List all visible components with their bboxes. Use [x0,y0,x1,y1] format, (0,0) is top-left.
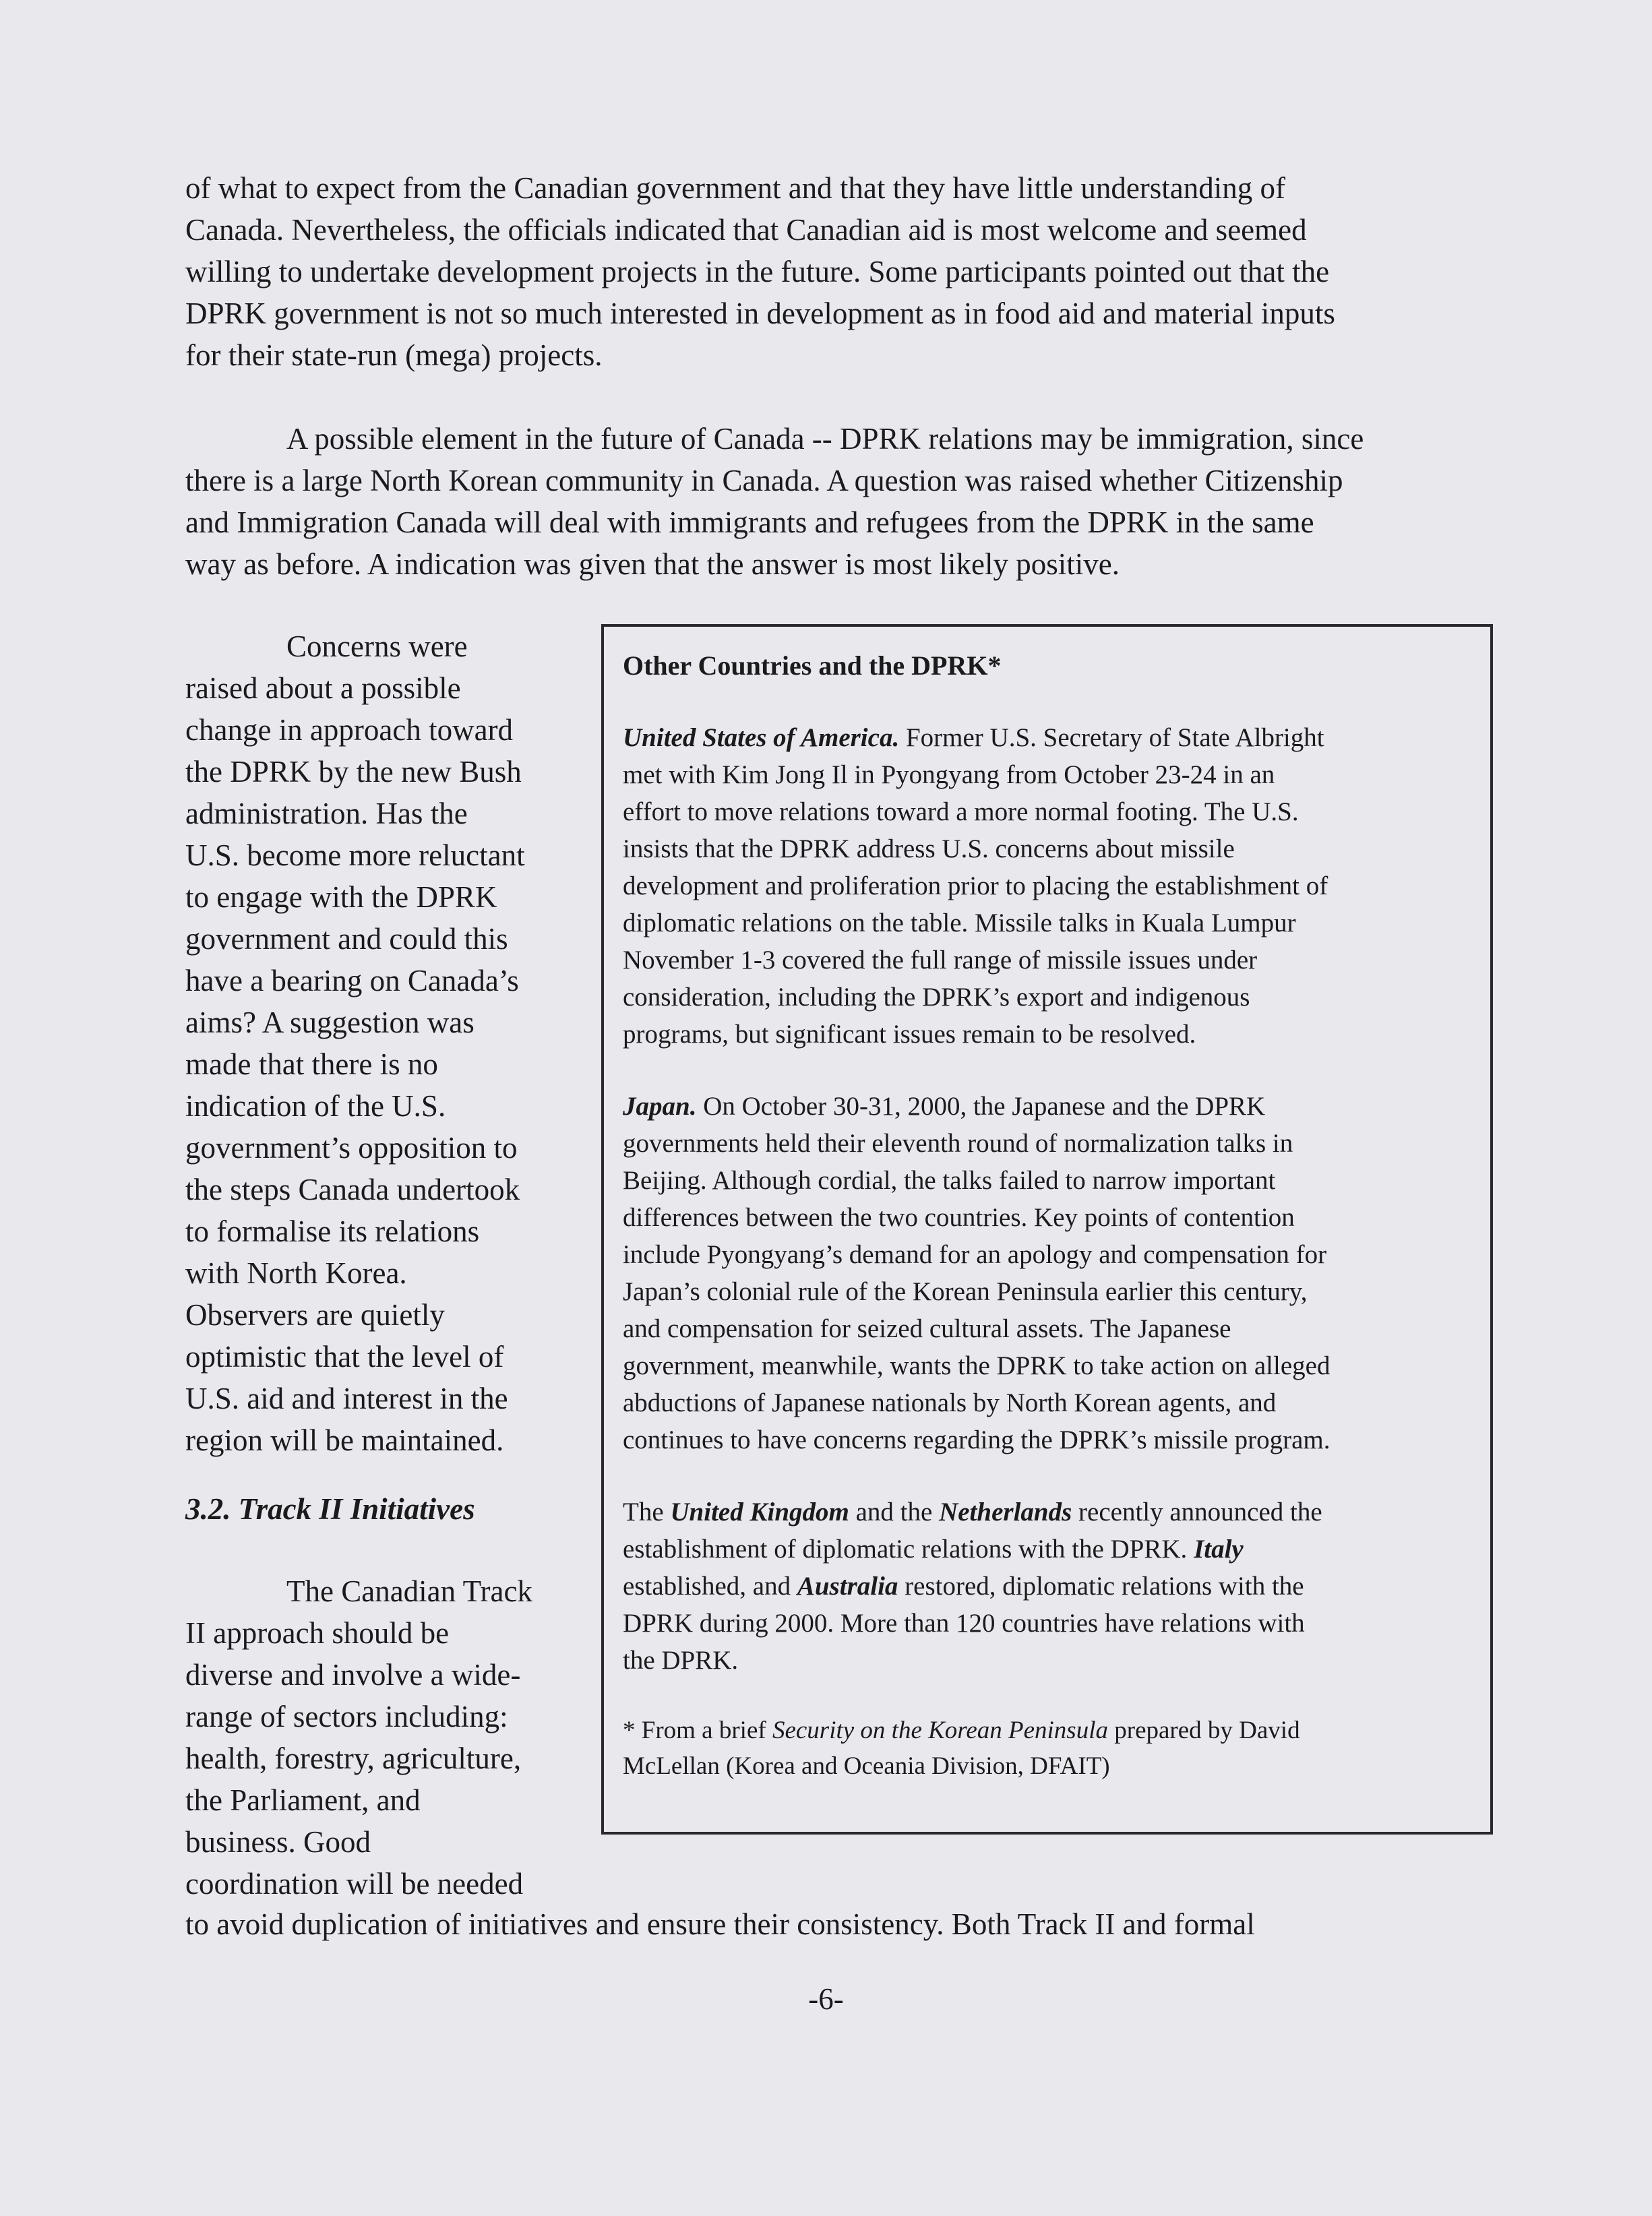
text-line: change in approach toward [185,713,514,747]
text-line: region will be maintained. [185,1423,504,1457]
sidebar-title: Other Countries and the DPRK* [623,650,1002,681]
netherlands-lead: Netherlands [939,1498,1072,1527]
text-line: continues to have concerns regarding the DPRK’s missile program. [623,1425,1330,1454]
italy-lead: Italy [1194,1535,1244,1564]
text-line: Observers are quietly [185,1298,445,1332]
australia-lead: Australia [797,1572,898,1601]
text-line: government’s opposition to [185,1131,518,1165]
text-line: indication of the U.S. [185,1089,446,1123]
usa-lead: United States of America. [623,723,900,752]
paragraph-4 [185,1570,590,1905]
text-line: for their state-run (mega) projects. [185,338,603,372]
text-line: met with Kim Jong Il in Pyongyang from October 23-24 in an [623,760,1275,789]
text-line: DPRK government is not so much interested in development as in food aid and material inputs [185,297,1335,330]
text-line: differences between the two countries. Key points of contention [623,1203,1295,1232]
text-line: consideration, including the DPRK’s export and indigenous [623,983,1250,1012]
text-line: with North Korea. [185,1256,407,1290]
text-line [623,1088,1490,1125]
text-line: there is a large North Korean community in Canada. A question was raised whether Citizenship [185,464,1343,497]
paragraph-1 [185,167,1520,376]
sidebar-box [601,624,1493,1835]
text-line: U.S. aid and interest in the [185,1382,508,1415]
text-line [623,719,1490,756]
text-line: A possible element in the future of Canada -- DPRK relations may be immigration, since [286,422,1364,456]
sidebar-footnote [623,1713,1490,1784]
text-line: to avoid duplication of initiatives and ensure their consistency. Both Track II and formal [185,1907,1255,1941]
footnote-source-title: Security on the Korean Peninsula [772,1717,1108,1744]
paragraph-5 [185,1903,1520,1945]
text-line: McLellan (Korea and Oceania Division, DFAIT) [623,1752,1110,1780]
text-line [623,1713,1490,1748]
japan-section [623,1088,1490,1458]
text-line: range of sectors including: [185,1700,508,1733]
text-line [623,1568,1490,1605]
text-line: diplomatic relations on the table. Missile talks in Kuala Lumpur [623,909,1296,937]
usa-first-line: Former U.S. Secretary of State Albright [899,723,1324,752]
text-fragment: prepared by David [1108,1717,1300,1744]
text-line: include Pyongyang’s demand for an apology and compensation for [623,1240,1327,1269]
text-line: government and could this [185,922,508,956]
text-line: business. Good [185,1825,371,1859]
text-line: and Immigration Canada will deal with immigrants and refugees from the DPRK in the same [185,505,1314,539]
section-heading: 3.2. Track II Initiatives [185,1492,475,1526]
text-line: the steps Canada undertook [185,1173,520,1206]
text-line: The Canadian Track [286,1574,532,1608]
text-fragment: established, and [623,1572,797,1601]
text-line: to formalise its relations [185,1214,480,1248]
text-line: insists that the DPRK address U.S. concerns about missile [623,834,1235,863]
text-line: II approach should be [185,1616,450,1650]
text-line: optimistic that the level of [185,1340,504,1374]
text-fragment: * From a brief [623,1717,772,1744]
usa-section [623,719,1490,1053]
text-line: coordination will be needed [185,1867,524,1901]
text-line: administration. Has the [185,797,468,830]
text-fragment: establishment of diplomatic relations with the DPRK. [623,1535,1194,1564]
page-number: -6- [808,1982,844,2016]
text-line: raised about a possible [185,671,461,705]
text-line: and compensation for seized cultural assets. The Japanese [623,1314,1231,1343]
text-line: of what to expect from the Canadian government and that they have little understanding of [185,171,1285,205]
text-line: to engage with the DPRK [185,880,497,914]
text-fragment: and the [849,1498,940,1527]
text-line: programs, but significant issues remain to be resolved. [623,1020,1196,1049]
text-line: the DPRK. [623,1646,739,1675]
text-line: diverse and involve a wide- [185,1658,521,1692]
text-line: government, meanwhile, wants the DPRK to take action on alleged [623,1351,1330,1380]
text-line: have a bearing on Canada’s [185,964,519,997]
text-line: effort to move relations toward a more normal footing. The U.S. [623,797,1299,826]
text-line: made that there is no [185,1047,438,1081]
text-line: Concerns were [286,629,468,663]
text-line: way as before. A indication was given that the answer is most likely positive. [185,547,1120,581]
text-line: abductions of Japanese nationals by North Korean agents, and [623,1388,1277,1417]
text-line: the Parliament, and [185,1783,421,1817]
japan-first-line: On October 30-31, 2000, the Japanese and the DPRK [696,1092,1266,1121]
text-line: development and proliferation prior to placing the establishment of [623,871,1328,900]
text-line: aims? A suggestion was [185,1006,475,1039]
paragraph-3 [185,625,590,1461]
text-line: DPRK during 2000. More than 120 countries have relations with [623,1609,1305,1638]
text-line: governments held their eleventh round of normalization talks in [623,1129,1293,1158]
text-fragment: The [623,1498,671,1527]
text-line: U.S. become more reluctant [185,838,525,872]
text-line: Japan’s colonial rule of the Korean Peninsula earlier this century, [623,1277,1308,1306]
japan-lead: Japan. [623,1092,697,1121]
text-fragment: restored, diplomatic relations with the [898,1572,1304,1601]
text-line: Canada. Nevertheless, the officials indicated that Canadian aid is most welcome and seemed [185,213,1307,247]
other-countries-section [623,1494,1490,1679]
text-line: health, forestry, agriculture, [185,1742,522,1775]
text-line: November 1-3 covered the full range of missile issues under [623,946,1258,975]
uk-lead: United Kingdom [670,1498,849,1527]
text-line [623,1494,1490,1531]
paragraph-2 [185,418,1520,585]
text-line: Beijing. Although cordial, the talks failed to narrow important [623,1166,1276,1195]
text-line: willing to undertake development projects in the future. Some participants pointed out that the [185,255,1330,288]
text-line: the DPRK by the new Bush [185,755,522,789]
text-line [623,1531,1490,1568]
text-fragment: recently announced the [1072,1498,1322,1527]
